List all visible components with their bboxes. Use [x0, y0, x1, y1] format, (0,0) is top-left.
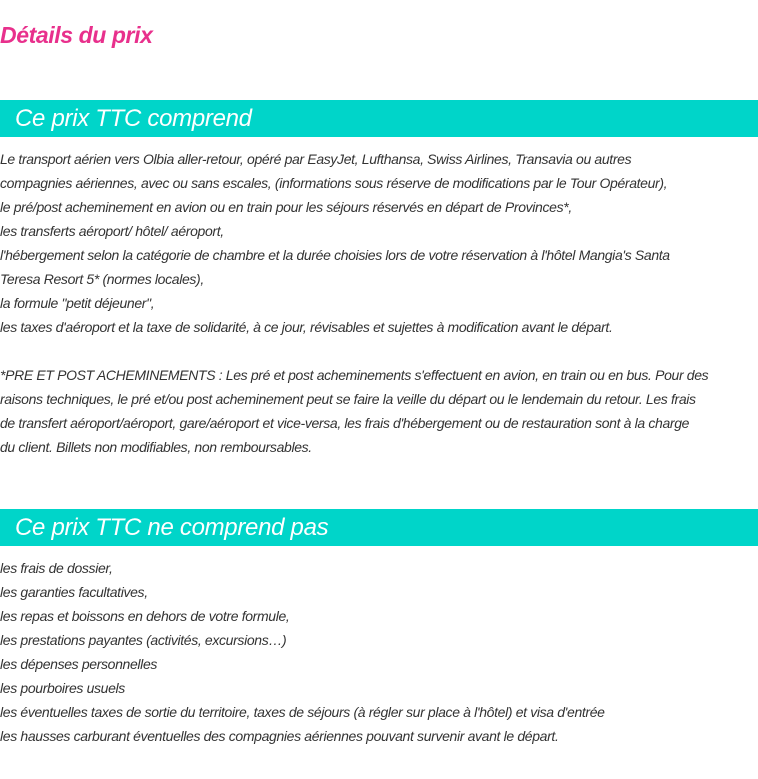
- included-item: compagnies aériennes, avec ou sans escales, (informations sous réserve de modifications par le Tour Opérateur),: [0, 175, 668, 191]
- note-line: du client. Billets non modifiables, non remboursables.: [0, 439, 312, 455]
- excluded-list: [0, 556, 758, 748]
- page-title: Détails du prix: [0, 22, 153, 48]
- acheminement-note: [0, 363, 758, 459]
- note-line: raisons techniques, le pré et/ou post acheminement peut se faire la veille du départ ou le lendemain du retour. Les frais: [0, 391, 696, 407]
- included-item: les taxes d'aéroport et la taxe de solidarité, à ce jour, révisables et sujettes à modification avant le départ.: [0, 319, 613, 335]
- included-item: le pré/post acheminement en avion ou en train pour les séjours réservés en départ de Provinces*,: [0, 199, 572, 215]
- included-item: la formule "petit déjeuner",: [0, 295, 155, 311]
- excluded-item: les dépenses personnelles: [0, 656, 158, 672]
- note-line: de transfert aéroport/aéroport, gare/aéroport et vice-versa, les frais d'hébergement ou de restauration sont à la charge: [0, 415, 690, 431]
- excluded-item: les repas et boissons en dehors de votre formule,: [0, 608, 290, 624]
- excluded-item: les frais de dossier,: [0, 560, 113, 576]
- included-item: l'hébergement selon la catégorie de chambre et la durée choisies lors de votre réservation à l'hôtel Mangia's Santa: [0, 247, 670, 263]
- included-item: Le transport aérien vers Olbia aller-retour, opéré par EasyJet, Lufthansa, Swiss Airlines, Transavia ou autres: [0, 151, 632, 167]
- note-line: *PRE ET POST ACHEMINEMENTS : Les pré et post acheminements s'effectuent en avion, en train ou en bus. Pour des: [0, 367, 709, 383]
- included-section-heading: Ce prix TTC comprend: [0, 100, 758, 137]
- excluded-section-heading: Ce prix TTC ne comprend pas: [0, 509, 758, 546]
- included-list: [0, 147, 758, 339]
- included-item: les transferts aéroport/ hôtel/ aéroport,: [0, 223, 224, 239]
- excluded-item: les éventuelles taxes de sortie du territoire, taxes de séjours (à régler sur place à l'hôtel) et visa d'entrée: [0, 704, 605, 720]
- excluded-item: les pourboires usuels: [0, 680, 125, 696]
- excluded-item: les garanties facultatives,: [0, 584, 148, 600]
- included-item: Teresa Resort 5* (normes locales),: [0, 271, 204, 287]
- excluded-item: les prestations payantes (activités, excursions…): [0, 632, 287, 648]
- excluded-item: les hausses carburant éventuelles des compagnies aériennes pouvant survenir avant le départ.: [0, 728, 559, 744]
